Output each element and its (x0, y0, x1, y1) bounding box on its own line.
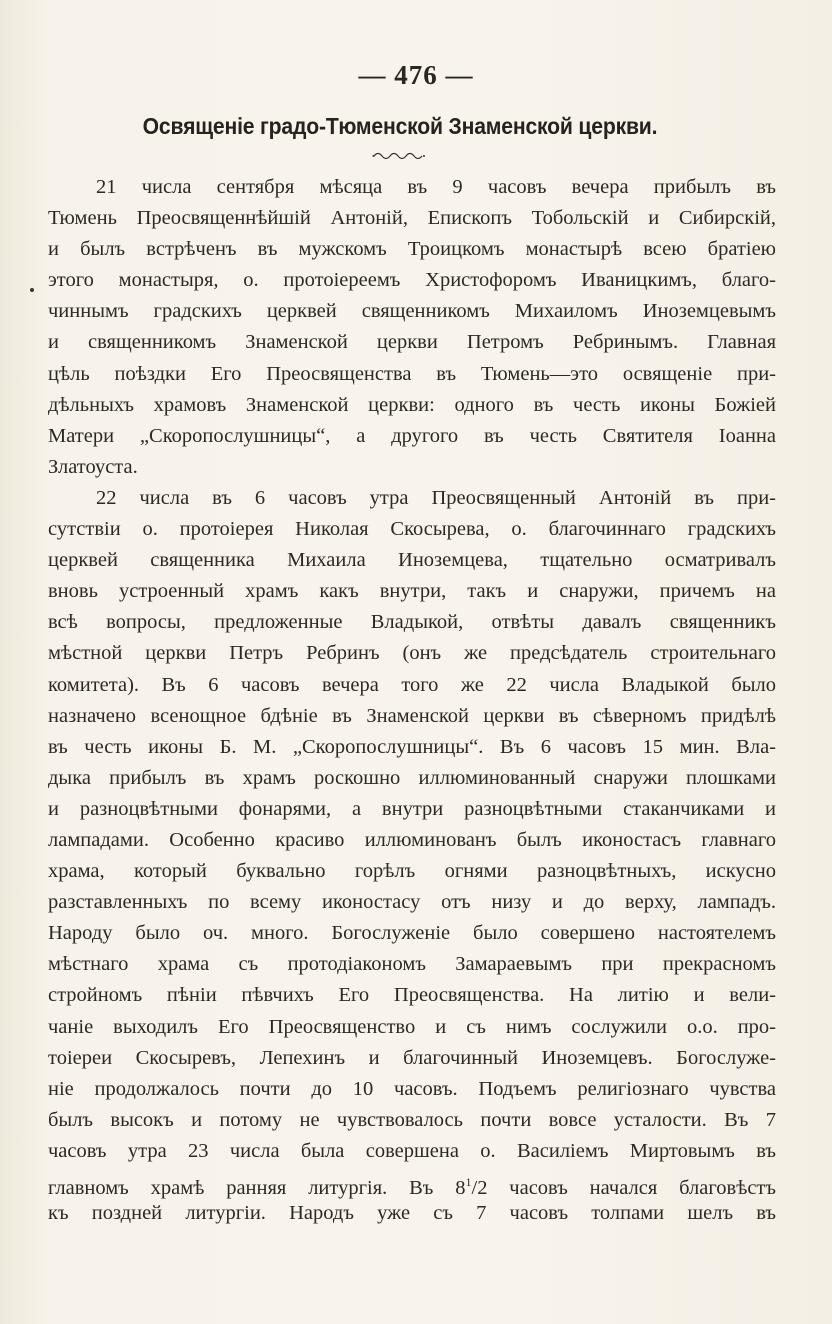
margin-mark (30, 288, 34, 292)
article-title: Освященіе градо-Тюменской Знаменской церкви. (142, 113, 658, 139)
text-line: къ поздней литургіи. Народъ уже съ 7 часовъ толпами шелъ въ (48, 1202, 776, 1225)
paragraph-2 (48, 483, 776, 1229)
fraction-line-after: часовъ начался благовѣстъ (487, 1177, 776, 1199)
text-line: этого монастыря, о. протоіереемъ Христофоромъ Иваницкимъ, благо- (48, 269, 776, 292)
text-line: Тюмень Преосвященнѣйшій Антоній, Епископъ Тобольскій и Сибирскій, (48, 207, 776, 230)
text-line: былъ высокъ и потому не чувствовалось почти вовсе усталости. Въ 7 (48, 1108, 776, 1131)
text-line: тоіереи Скосыревъ, Лепехинъ и благочинный Иноземцевъ. Богослуже- (48, 1046, 776, 1069)
text-line: дыка прибылъ въ храмъ роскошно иллюминованный снаружи плошками (48, 766, 776, 789)
text-line: храма, который буквально горѣлъ огнями разноцвѣтныхъ, искусно (48, 860, 776, 883)
text-line: часовъ утра 23 числа была совершена о. Василіемъ Миртовымъ въ (48, 1139, 776, 1162)
text-line: Матери „Скоропослушницы“, а другого въ честь Святителя Іоанна (48, 424, 776, 447)
text-line: всѣ вопросы, предложенные Владыкой, отвѣты давалъ священникъ (48, 611, 776, 634)
text-line: сутствіи о. протоіерея Николая Скосырева, о. благочиннаго градскихъ (48, 518, 776, 541)
text-line: разставленныхъ по всему иконостасу отъ низу и до верху, лампадъ. (48, 891, 776, 914)
text-line: церквей священника Михаила Иноземцева, тщательно осматривалъ (48, 549, 776, 572)
text-line: дѣльныхъ храмовъ Знаменской церкви: одного въ честь иконы Божіей (48, 393, 776, 416)
text-line: и священникомъ Знаменской церкви Петромъ Ребринымъ. Главная (48, 331, 776, 354)
title-ornament-icon (372, 150, 426, 160)
text-line: Народу было оч. много. Богослуженіе было совершено настоятелемъ (48, 922, 776, 945)
text-line: 22 числа въ 6 часовъ утра Преосвященный Антоній въ при- (96, 486, 776, 509)
fraction-denominator: 2 (477, 1177, 488, 1199)
text-line: назначено всенощное бдѣніе въ Знаменской церкви въ сѣверномъ придѣлѣ (48, 704, 776, 727)
paragraph-1 (48, 172, 776, 483)
text-line: мѣстнаго храма съ протодіакономъ Замараевымъ при прекрасномъ (48, 953, 776, 976)
text-line: чаніе выходилъ Его Преосвященство и съ нимъ сослужили о.о. про- (48, 1015, 776, 1038)
text-line: ніе продолжалось почти до 10 часовъ. Подъемъ религіознаго чувства (48, 1077, 776, 1100)
text-line: лампадами. Особенно красиво иллюминованъ былъ иконостасъ главнаго (48, 828, 776, 851)
page-number: — 476 — (358, 60, 474, 90)
fraction-line-before: главномъ храмѣ ранняя литургія. Въ 8 (48, 1177, 466, 1199)
text-line: чиннымъ градскихъ церквей священникомъ Михаиломъ Иноземцевымъ (48, 300, 776, 323)
text-line: цѣль поѣздки Его Преосвященства въ Тюмень—это освященіе при- (48, 362, 776, 385)
text-line: стройномъ пѣніи пѣвчихъ Его Преосвященства. На литію и вели- (48, 984, 776, 1007)
text-line: мѣстной церкви Петръ Ребринъ (онъ же предсѣдатель строительнаго (48, 642, 776, 665)
fraction-numerator: 1 (465, 1175, 472, 1189)
text-line: 21 числа сентября мѣсяца въ 9 часовъ вечера прибылъ въ (96, 176, 776, 198)
text-line: Златоуста. (48, 455, 138, 478)
text-line: и былъ встрѣченъ въ мужскомъ Троицкомъ монастырѣ всею братіею (48, 238, 776, 261)
text-line: и разноцвѣтными фонарями, а внутри разноцвѣтными стаканчиками и (48, 797, 776, 820)
article-body (48, 172, 776, 1229)
text-line-with-fraction (48, 1167, 776, 1198)
text-line: комитета). Въ 6 часовъ вечера того же 22 числа Владыкой было (48, 673, 776, 696)
text-line: вновь устроенный храмъ какъ внутри, такъ и снаружи, причемъ на (48, 580, 776, 603)
text-line: въ честь иконы Б. М. „Скоропослушницы“. Въ 6 часовъ 15 мин. Вла- (48, 735, 776, 758)
fraction-slash: / (471, 1177, 478, 1199)
